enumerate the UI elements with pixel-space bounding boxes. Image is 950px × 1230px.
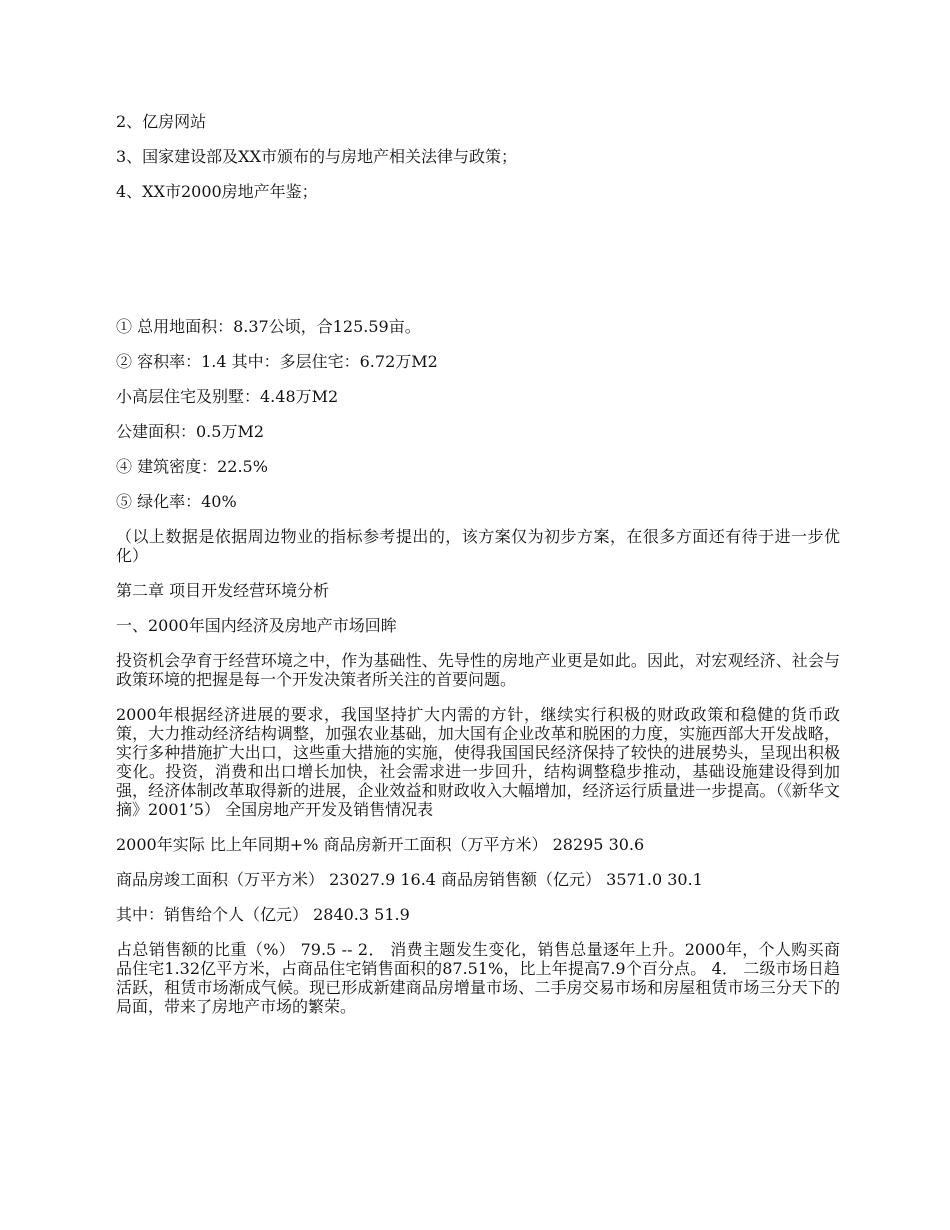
table-line: 其中：销售给个人（亿元） 2840.3 51.9 [116,905,410,924]
reference-item: 2、亿房网站 [116,112,207,131]
document-page [116,112,840,1032]
chapter-title: 第二章 项目开发经营环境分析 [116,581,330,600]
indicator-line: 公建面积：0.5万M2 [116,422,265,441]
table-line: 2000年实际 比上年同期+% 商品房新开工面积（万平方米） 28295 30.6 [116,835,645,854]
final-paragraph: 占总销售额的比重（%） 79.5 -- 2． 消费主题发生变化，销售总量逐年上升。2000年，个人购买商品住宅1.32亿平方米，占商品住宅销售面积的87.51%，比上年提高7.9个百分点。 4． 二级市场日趋活跃，租赁市场渐成气候。现已形成新建商品房增量市场、二手房交易市场和房屋租赁市场三分天下的局面，带来了房地产市场的繁荣。 [116,940,840,1016]
indicator-line: ④ 建筑密度：22.5% [116,457,268,476]
table-line: 商品房竣工面积（万平方米） 23027.9 16.4 商品房销售额（亿元） 3571.0 30.1 [116,870,703,889]
reference-item: 4、XX市2000房地产年鉴； [116,182,318,201]
indicator-line: ② 容积率：1.4 其中：多层住宅：6.72万M2 [116,352,438,371]
reference-item: 3、国家建设部及XX市颁布的与房地产相关法律与政策； [116,147,517,166]
indicator-line: ① 总用地面积：8.37公顷，合125.59亩。 [116,317,421,336]
intro-paragraph: 投资机会孕育于经营环境之中，作为基础性、先导性的房地产业更是如此。因此，对宏观经济、社会与政策环境的把握是每一个开发决策者所关注的首要问题。 [116,651,840,689]
blank-space [116,217,840,317]
indicator-note: （以上数据是依据周边物业的指标参考提出的，该方案仅为初步方案，在很多方面还有待于进一步优化） [116,527,840,565]
economy-paragraph: 2000年根据经济进展的要求，我国坚持扩大内需的方针，继续实行积极的财政政策和稳健的货币政策，大力推动经济结构调整，加强农业基础，加大国有企业改革和脱困的力度，实施西部大开发战略，实行多种措施扩大出口，这些重大措施的实施，使得我国国民经济保持了较快的进展势头，呈现出积极变化。投资，消费和出口增长加快，社会需求进一步回升，结构调整稳步推动，基础设施建设得到加强，经济体制改革取得新的进展，企业效益和财政收入大幅增加，经济运行质量进一步提高。（《新华文摘》2001’5） 全国房地产开发及销售情况表 [116,705,840,819]
indicator-line: 小高层住宅及别墅：4.48万M2 [116,387,339,406]
section-title: 一、2000年国内经济及房地产市场回眸 [116,616,397,635]
indicator-line: ⑤ 绿化率：40% [116,492,237,511]
